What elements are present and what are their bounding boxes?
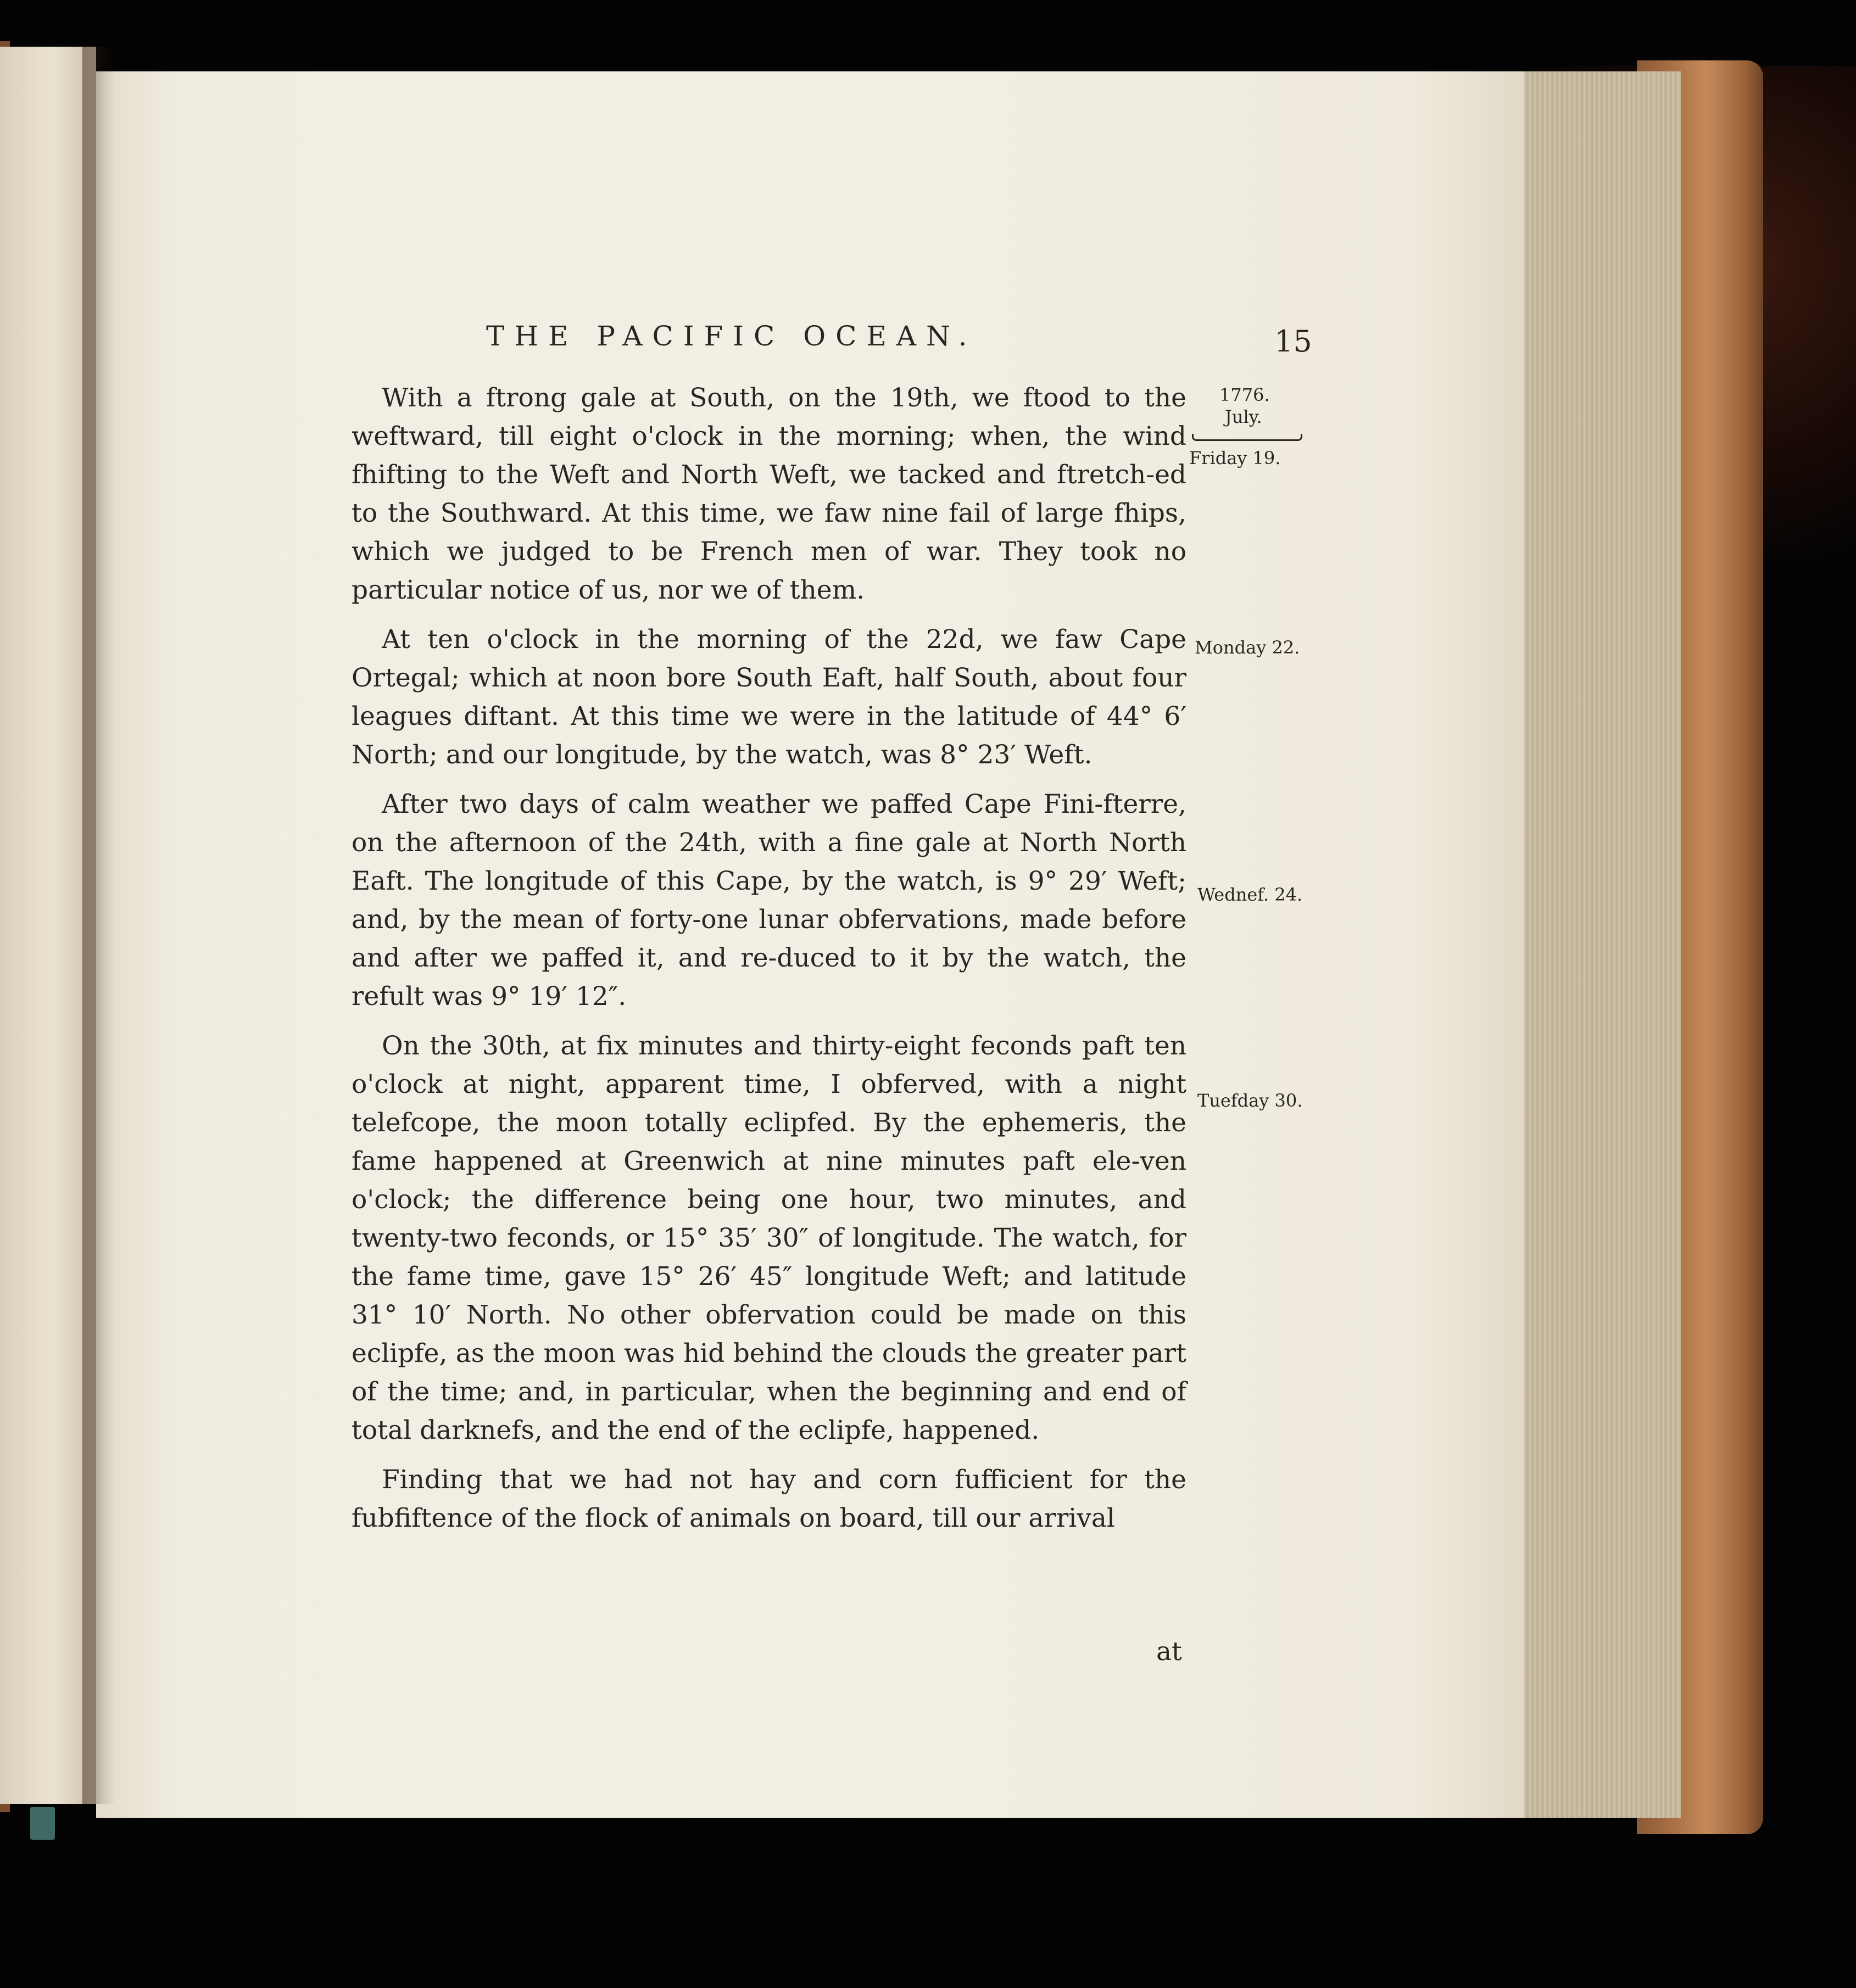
paragraph-1: With a ftrong gale at South, on the 19th, we ftood to the weftward, till eight o'clock in the morning; when, the wind fhifting to the Weft and North Weft, we tacked and ftretch-ed to the Southward. At this time, we faw nine fail of large fhips, which we judged to be French men of war. They took no particular notice of us, nor we of them. bbox=[352, 383, 1186, 605]
margin-note-tuesday: Tuefday 30. bbox=[1197, 1090, 1303, 1111]
margin-note-monday: Monday 22. bbox=[1195, 637, 1300, 658]
gutter-shadow bbox=[82, 47, 115, 1804]
margin-note-year: 1776. bbox=[1219, 384, 1270, 405]
margin-note-wednesday: Wednef. 24. bbox=[1197, 884, 1303, 905]
left-page bbox=[0, 47, 96, 1804]
margin-note-friday: Friday 19. bbox=[1189, 448, 1281, 468]
paragraph-4: On the 30th, at fix minutes and thirty-eight feconds paft ten o'clock at night, apparent time, I obferved, with a night telefcope, the moon totally eclipfed. By the ephemeris, the fame happened at Greenwich at nine minutes paft ele-ven o'clock; the difference being one hour, two minutes, and twenty-two feconds, or 15° 35′ 30″ of longitude. The watch, for the fame time, gave 15° 26′ 45″ longitude Weft; and latitude 31° 10′ North. No other obfervation could be made on this eclipfe, as the moon was hid behind the clouds the greater part of the time; and, in particular, when the beginning and end of total darknefs, and the end of the eclipfe, happened. bbox=[352, 1031, 1186, 1445]
ribbon-bookmark bbox=[30, 1807, 55, 1840]
running-head: THE PACIFIC OCEAN. bbox=[486, 320, 977, 352]
paragraph-5: Finding that we had not hay and corn fufficient for the fubfiftence of the flock of animals on board, till our arrival bbox=[352, 1465, 1186, 1533]
page-edges bbox=[1521, 71, 1681, 1818]
page-number: 15 bbox=[1274, 324, 1312, 359]
catchword: at bbox=[1156, 1637, 1182, 1667]
margin-note-month: July. bbox=[1225, 406, 1262, 427]
paragraph-2: At ten o'clock in the morning of the 22d, we faw Cape Ortegal; which at noon bore South Eaft, half South, about four leagues diftant. At this time we were in the latitude of 44° 6′ North; and our longitude, by the watch, was 8° 23′ Weft. bbox=[352, 624, 1186, 770]
margin-brace bbox=[1192, 434, 1302, 441]
paragraph-3: After two days of calm weather we paffed Cape Fini-fterre, on the afternoon of the 24th, with a fine gale at North North Eaft. The longitude of this Cape, by the watch, is 9° 29′ Weft; and, by the mean of forty-one lunar obfervations, made before and after we paffed it, and re-duced to it by the watch, the refult was 9° 19′ 12″. bbox=[352, 789, 1186, 1012]
body-text bbox=[352, 379, 1186, 1549]
